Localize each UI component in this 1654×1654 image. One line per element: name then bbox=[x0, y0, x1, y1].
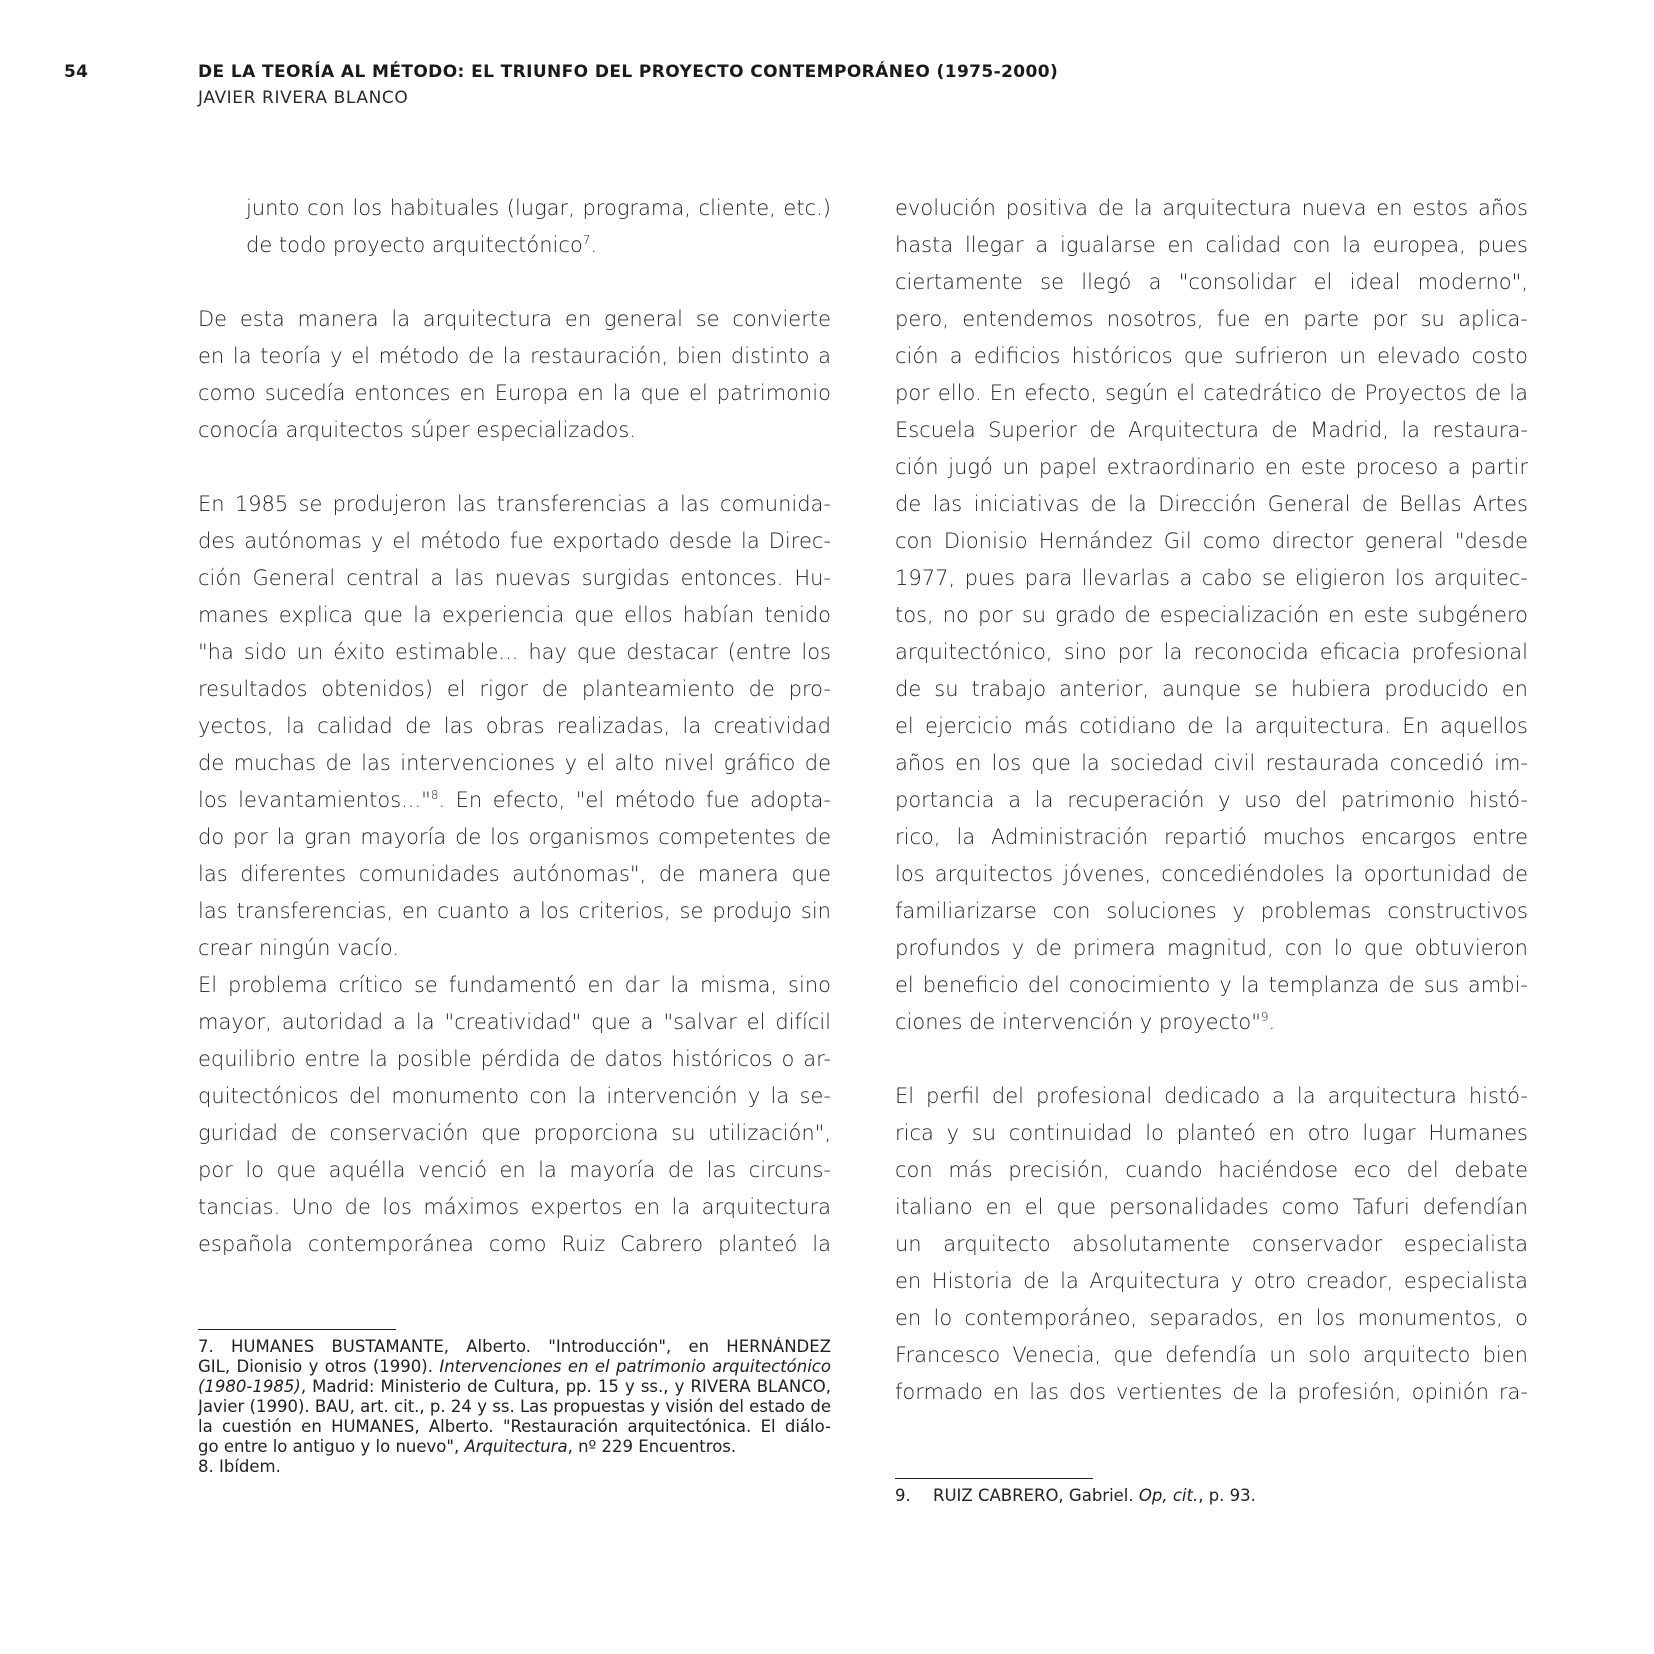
text-line: formado en las dos vertientes de la profesión, opinión ra- bbox=[895, 1380, 1528, 1404]
running-header-title: DE LA TEORÍA AL MÉTODO: EL TRIUNFO DEL PROYECTO CONTEMPORÁNEO (1975-2000) bbox=[198, 62, 1059, 82]
text-line: ción a edificios históricos que sufrieron un elevado costo bbox=[895, 344, 1528, 368]
footnote-ref-7[interactable]: 7 bbox=[582, 233, 591, 247]
footnote-7-line: 7. HUMANES BUSTAMANTE, Alberto. "Introducción", en HERNÁNDEZ bbox=[198, 1337, 831, 1356]
text-line: años en los que la sociedad civil restaurada concedió im- bbox=[895, 751, 1528, 775]
footnote-7-line: la cuestión en HUMANES, Alberto. "Restauración arquitectónica. El diálo- bbox=[198, 1417, 831, 1436]
text-segment: . En efecto, "el método fue adopta- bbox=[438, 788, 831, 812]
text-line: resultados obtenidos) el rigor de planteamiento de pro- bbox=[198, 677, 831, 701]
paragraph bbox=[198, 301, 831, 449]
text-line: en Historia de la Arquitectura y otro creador, especialista bbox=[895, 1269, 1528, 1293]
text-line: De esta manera la arquitectura en general se convierte bbox=[198, 307, 831, 331]
paragraph bbox=[895, 1078, 1528, 1411]
text-line: mayor, autoridad a la "creatividad" que a "salvar el difícil bbox=[198, 1010, 831, 1034]
text-line: las diferentes comunidades autónomas", de manera que bbox=[198, 862, 831, 886]
text-line: 1977, pues para llevarlas a cabo se eligieron los arquitec- bbox=[895, 566, 1528, 590]
text-line: tancias. Uno de los máximos expertos en la arquitectura bbox=[198, 1195, 831, 1219]
footnote-separator bbox=[895, 1478, 1093, 1479]
block-quote bbox=[198, 190, 831, 264]
text-line: ción jugó un papel extraordinario en este proceso a partir bbox=[895, 455, 1528, 479]
text-segment: RUIZ CABRERO, Gabriel. bbox=[933, 1486, 1139, 1505]
text-line bbox=[198, 227, 831, 264]
text-line: En 1985 se produjeron las transferencias a las comunida- bbox=[198, 492, 831, 516]
paragraph bbox=[198, 967, 831, 1263]
text-line: por ello. En efecto, según el catedrático de Proyectos de la bbox=[895, 381, 1528, 405]
text-line: con más precisión, cuando haciéndose eco del debate bbox=[895, 1158, 1528, 1182]
text-line: evolución positiva de la arquitectura nueva en estos años bbox=[895, 196, 1528, 220]
footnote-9 bbox=[895, 1486, 1528, 1506]
text-segment: GIL, Dionisio y otros (1990). bbox=[198, 1357, 440, 1376]
text-line: tos, no por su grado de especialización en este subgénero bbox=[895, 603, 1528, 627]
text-line: ción General central a las nuevas surgidas entonces. Hu- bbox=[198, 566, 831, 590]
text-line bbox=[895, 1004, 1528, 1041]
text-line: portancia a la recuperación y uso del patrimonio histó- bbox=[895, 788, 1528, 812]
footnote-7-line bbox=[198, 1377, 831, 1397]
text-line: de las iniciativas de la Dirección General de Bellas Artes bbox=[895, 492, 1528, 516]
footnote-ref-8[interactable]: 8 bbox=[430, 788, 439, 802]
text-line: en lo contemporáneo, separados, en los monumentos, o bbox=[895, 1306, 1528, 1330]
text-line: rico, la Administración repartió muchos encargos entre bbox=[895, 825, 1528, 849]
book-title: Intervenciones en el patrimonio arquitectónico bbox=[439, 1357, 831, 1376]
text-line: do por la gran mayoría de los organismos competentes de bbox=[198, 825, 831, 849]
text-line: guridad de conservación que proporciona su utilización", bbox=[198, 1121, 831, 1145]
text-line: de muchas de las intervenciones y el alto nivel gráfico de bbox=[198, 751, 831, 775]
text-segment: go entre lo antiguo y lo nuevo", bbox=[198, 1437, 465, 1456]
text-line: "ha sido un éxito estimable... hay que destacar (entre los bbox=[198, 640, 831, 664]
paragraph bbox=[198, 486, 831, 967]
footnote-8: 8. Ibídem. bbox=[198, 1457, 281, 1476]
footnotes-left bbox=[198, 1337, 831, 1477]
text-line: pero, entendemos nosotros, fue en parte por su aplica- bbox=[895, 307, 1528, 331]
text-line: en la teoría y el método de la restauración, bien distinto a bbox=[198, 344, 831, 368]
text-segment: , Madrid: Ministerio de Cultura, pp. 15 y ss., y RIVERA BLANCO, bbox=[300, 1377, 831, 1396]
text-line: un arquitecto absolutamente conservador especialista bbox=[895, 1232, 1528, 1256]
text-line: manes explica que la experiencia que ellos habían tenido bbox=[198, 603, 831, 627]
text-line: española contemporánea como Ruiz Cabrero planteó la bbox=[198, 1232, 831, 1256]
text-line: des autónomas y el método fue exportado desde la Direc- bbox=[198, 529, 831, 553]
text-line: italiano en el que personalidades como Tafuri defendían bbox=[895, 1195, 1528, 1219]
text-line bbox=[198, 782, 831, 819]
text-line: de su trabajo anterior, aunque se hubiera producido en bbox=[895, 677, 1528, 701]
text-segment: ciones de intervención y proyecto" bbox=[895, 1010, 1261, 1034]
text-line: con Dionisio Hernández Gil como director general "desde bbox=[895, 529, 1528, 553]
text-segment: . bbox=[590, 233, 598, 257]
text-line: los arquitectos jóvenes, concediéndoles la oportunidad de bbox=[895, 862, 1528, 886]
text-segment: de todo proyecto arquitectónico bbox=[246, 233, 583, 257]
citation-abbrev: Op, cit. bbox=[1138, 1486, 1199, 1505]
text-line: arquitectónico, sino por la reconocida eficacia profesional bbox=[895, 640, 1528, 664]
footnotes-right bbox=[895, 1486, 1528, 1506]
text-line: quitectónicos del monumento con la intervención y la se- bbox=[198, 1084, 831, 1108]
text-line: yectos, la calidad de las obras realizadas, la creatividad bbox=[198, 714, 831, 738]
text-line: junto con los habituales (lugar, programa, cliente, etc.) bbox=[246, 196, 831, 220]
text-line: rica y su continuidad lo planteó en otro lugar Humanes bbox=[895, 1121, 1528, 1145]
right-column bbox=[895, 190, 1528, 1411]
footnote-ref-9[interactable]: 9 bbox=[1260, 1010, 1269, 1024]
text-segment: , p. 93. bbox=[1198, 1486, 1256, 1505]
text-line: el ejercicio más cotidiano de la arquitectura. En aquellos bbox=[895, 714, 1528, 738]
book-title: (1980-1985) bbox=[198, 1377, 301, 1396]
footnote-separator bbox=[198, 1329, 396, 1330]
footnote-7-line bbox=[198, 1437, 831, 1457]
text-segment: , nº 229 Encuentros. bbox=[567, 1437, 737, 1456]
text-segment: los levantamientos..." bbox=[198, 788, 431, 812]
journal-title: Arquitectura bbox=[464, 1437, 568, 1456]
paragraph bbox=[895, 190, 1528, 1041]
text-line: conocía arquitectos súper especializados. bbox=[198, 418, 637, 442]
text-line: equilibrio entre la posible pérdida de datos históricos o ar- bbox=[198, 1047, 831, 1071]
running-header-author: JAVIER RIVERA BLANCO bbox=[198, 88, 409, 108]
text-line: el beneficio del conocimiento y la templanza de sus ambi- bbox=[895, 973, 1528, 997]
text-line: familiarizarse con soluciones y problemas constructivos bbox=[895, 899, 1528, 923]
text-line: El problema crítico se fundamentó en dar la misma, sino bbox=[198, 973, 831, 997]
text-line: como sucedía entonces en Europa en la que el patrimonio bbox=[198, 381, 831, 405]
page-number: 54 bbox=[64, 62, 89, 82]
text-line: Francesco Venecia, que defendía un solo arquitecto bien bbox=[895, 1343, 1528, 1367]
text-line: crear ningún vacío. bbox=[198, 936, 399, 960]
text-line: Escuela Superior de Arquitectura de Madrid, la restaura- bbox=[895, 418, 1528, 442]
text-segment: . bbox=[1268, 1010, 1276, 1034]
text-line: profundos y de primera magnitud, con lo que obtuvieron bbox=[895, 936, 1528, 960]
footnote-7-line: Javier (1990). BAU, art. cit., p. 24 y ss. Las propuestas y visión del estado de bbox=[198, 1397, 831, 1416]
left-column bbox=[198, 190, 831, 1263]
text-line: hasta llegar a igualarse en calidad con la europea, pues bbox=[895, 233, 1528, 257]
footnote-number: 9. bbox=[895, 1486, 911, 1505]
text-line: las transferencias, en cuanto a los criterios, se produjo sin bbox=[198, 899, 831, 923]
text-line: El perfil del profesional dedicado a la arquitectura histó- bbox=[895, 1084, 1528, 1108]
text-line: por lo que aquélla venció en la mayoría de las circuns- bbox=[198, 1158, 831, 1182]
footnote-7-line bbox=[198, 1357, 831, 1377]
text-line: ciertamente se llegó a "consolidar el ideal moderno", bbox=[895, 270, 1528, 294]
